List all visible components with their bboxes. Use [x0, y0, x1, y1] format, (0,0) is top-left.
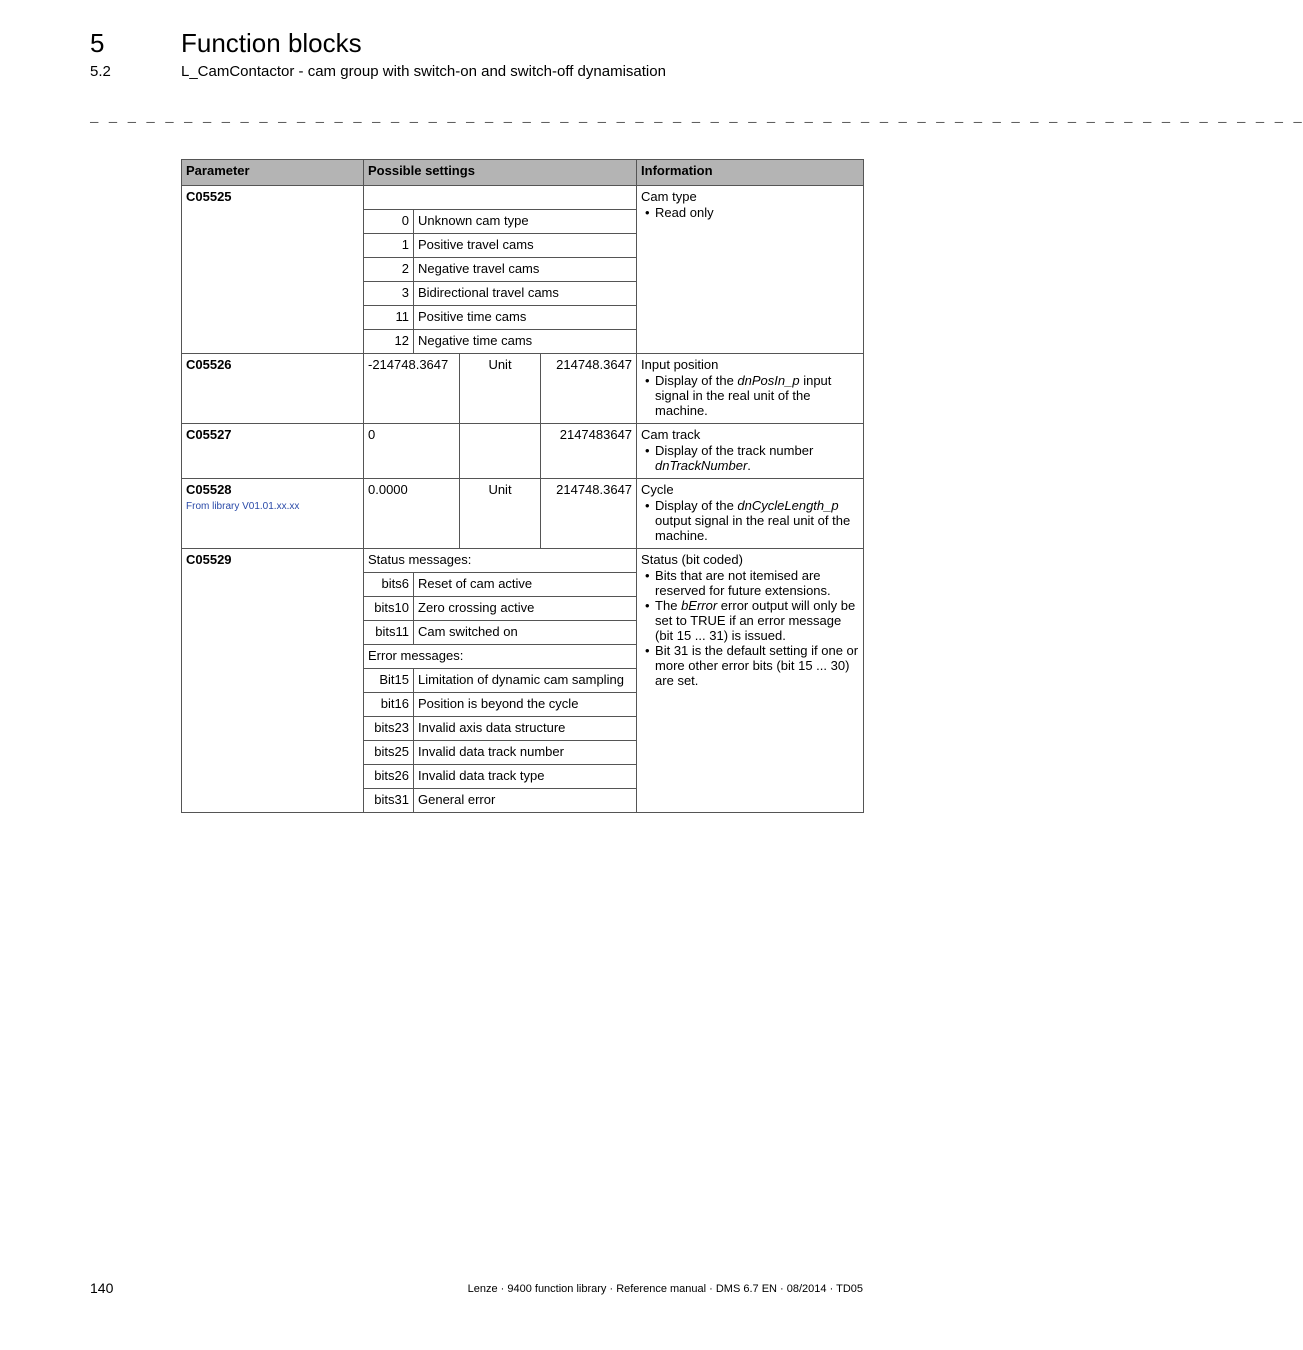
range-max: 214748.3647	[541, 354, 637, 424]
error-messages-label: Error messages:	[364, 645, 637, 669]
range-min: -214748.3647	[364, 354, 460, 424]
range-unit	[460, 424, 541, 479]
page-number: 140	[90, 1280, 114, 1296]
range-unit: Unit	[460, 354, 541, 424]
parameter-info	[637, 354, 864, 424]
info-list	[641, 373, 859, 418]
header-parameter: Parameter	[182, 160, 364, 186]
info-text: .	[747, 458, 751, 473]
option-label: Bidirectional travel cams	[414, 282, 637, 306]
range-unit: Unit	[460, 479, 541, 549]
info-bullet	[655, 373, 859, 418]
info-text: Display of the track number	[655, 443, 814, 458]
parameter-cell	[182, 479, 364, 549]
bit-value: bit16	[364, 693, 414, 717]
header-settings: Possible settings	[364, 160, 637, 186]
table-row	[182, 354, 864, 424]
info-bullet: • Read only	[655, 205, 859, 220]
info-text: Display of the	[655, 498, 738, 513]
option-value: 11	[364, 306, 414, 330]
footer-reference: Lenze · 9400 function library · Reference manual · DMS 6.7 EN · 08/2014 · TD05	[467, 1283, 863, 1295]
parameter-info	[637, 424, 864, 479]
bit-label: Reset of cam active	[414, 573, 637, 597]
signal-name: dnCycleLength_p	[737, 498, 839, 513]
parameter-code: C05529	[182, 549, 364, 813]
info-title: Input position	[641, 357, 719, 372]
info-list	[641, 443, 859, 473]
option-label: Positive time cams	[414, 306, 637, 330]
bit-label: Zero crossing active	[414, 597, 637, 621]
settings-empty	[364, 186, 637, 210]
bit-value: bits23	[364, 717, 414, 741]
bit-value: bits31	[364, 789, 414, 813]
info-list	[641, 498, 859, 543]
info-bullet: • Bits that are not itemised are reserved for future extensions.	[655, 568, 859, 598]
bit-value: Bit15	[364, 669, 414, 693]
bit-value: bits10	[364, 597, 414, 621]
parameter-code: C05526	[182, 354, 364, 424]
bit-label: Position is beyond the cycle	[414, 693, 637, 717]
signal-name: dnTrackNumber	[655, 458, 748, 473]
option-value: 2	[364, 258, 414, 282]
bit-label: Cam switched on	[414, 621, 637, 645]
chapter-number: 5	[90, 28, 105, 58]
chapter-title: Function blocks	[181, 28, 362, 58]
header-separator: _ _ _ _ _ _ _ _ _ _ _ _ _ _ _ _ _ _ _ _ _ _ _ _ _ _ _ _ _ _ _ _ _ _ _ _ _ _ _ _ _ _ _ _ _ _ _ _ _ _ _ _ _ _ _ _ _ _ _ _ _ _ _ _ _	[90, 110, 1303, 126]
range-max: 214748.3647	[541, 479, 637, 549]
table-row	[182, 479, 864, 549]
info-bullet	[655, 443, 859, 473]
info-bullet	[655, 598, 859, 643]
bit-value: bits6	[364, 573, 414, 597]
table-row	[182, 549, 864, 573]
option-label: Negative time cams	[414, 330, 637, 354]
info-text: Display of the	[655, 373, 738, 388]
header-information: Information	[637, 160, 864, 186]
status-messages-label: Status messages:	[364, 549, 637, 573]
parameter-code: C05527	[182, 424, 364, 479]
info-title: Status (bit coded)	[641, 552, 743, 567]
bit-value: bits25	[364, 741, 414, 765]
range-min: 0	[364, 424, 460, 479]
info-bullet: • Bit 31 is the default setting if one or more other error bits (bit 15 ... 30) are set.	[655, 643, 859, 688]
option-label: Negative travel cams	[414, 258, 637, 282]
info-text: The	[655, 598, 682, 613]
bit-label: General error	[414, 789, 637, 813]
info-list	[641, 568, 859, 688]
option-label: Unknown cam type	[414, 210, 637, 234]
library-version-note: From library V01.01.xx.xx	[186, 501, 300, 512]
bit-label: Limitation of dynamic cam sampling	[414, 669, 637, 693]
option-value: 0	[364, 210, 414, 234]
info-text: output signal in the real unit of the machine.	[655, 513, 851, 543]
signal-name: bError	[681, 598, 718, 613]
parameter-info	[637, 549, 864, 813]
bit-label: Invalid data track type	[414, 765, 637, 789]
info-bullet	[655, 498, 859, 543]
info-text: input signal in the real unit of the machine.	[655, 373, 832, 418]
info-title: Cam track	[641, 427, 701, 442]
info-title: Cam type	[641, 189, 697, 204]
parameter-info	[637, 479, 864, 549]
range-max: 2147483647	[541, 424, 637, 479]
info-title: Cycle	[641, 482, 674, 497]
table-row	[182, 424, 864, 479]
section-number: 5.2	[90, 63, 111, 80]
bit-value: bits26	[364, 765, 414, 789]
option-value: 12	[364, 330, 414, 354]
parameter-code: C05528	[186, 482, 232, 497]
option-label: Positive travel cams	[414, 234, 637, 258]
section-title: L_CamContactor - cam group with switch-on and switch-off dynamisation	[181, 63, 666, 80]
info-text: error output will only be set to TRUE if an error message (bit 15 ... 31) is issued.	[655, 598, 856, 643]
parameter-table	[181, 159, 864, 813]
option-value: 3	[364, 282, 414, 306]
table-header-row	[182, 160, 864, 186]
table-row	[182, 186, 864, 210]
range-min: 0.0000	[364, 479, 460, 549]
signal-name: dnPosIn_p	[737, 373, 800, 388]
option-value: 1	[364, 234, 414, 258]
bit-label: Invalid data track number	[414, 741, 637, 765]
info-list	[641, 205, 859, 220]
bit-value: bits11	[364, 621, 414, 645]
parameter-info	[637, 186, 864, 354]
parameter-code: C05525	[182, 186, 364, 354]
bit-label: Invalid axis data structure	[414, 717, 637, 741]
